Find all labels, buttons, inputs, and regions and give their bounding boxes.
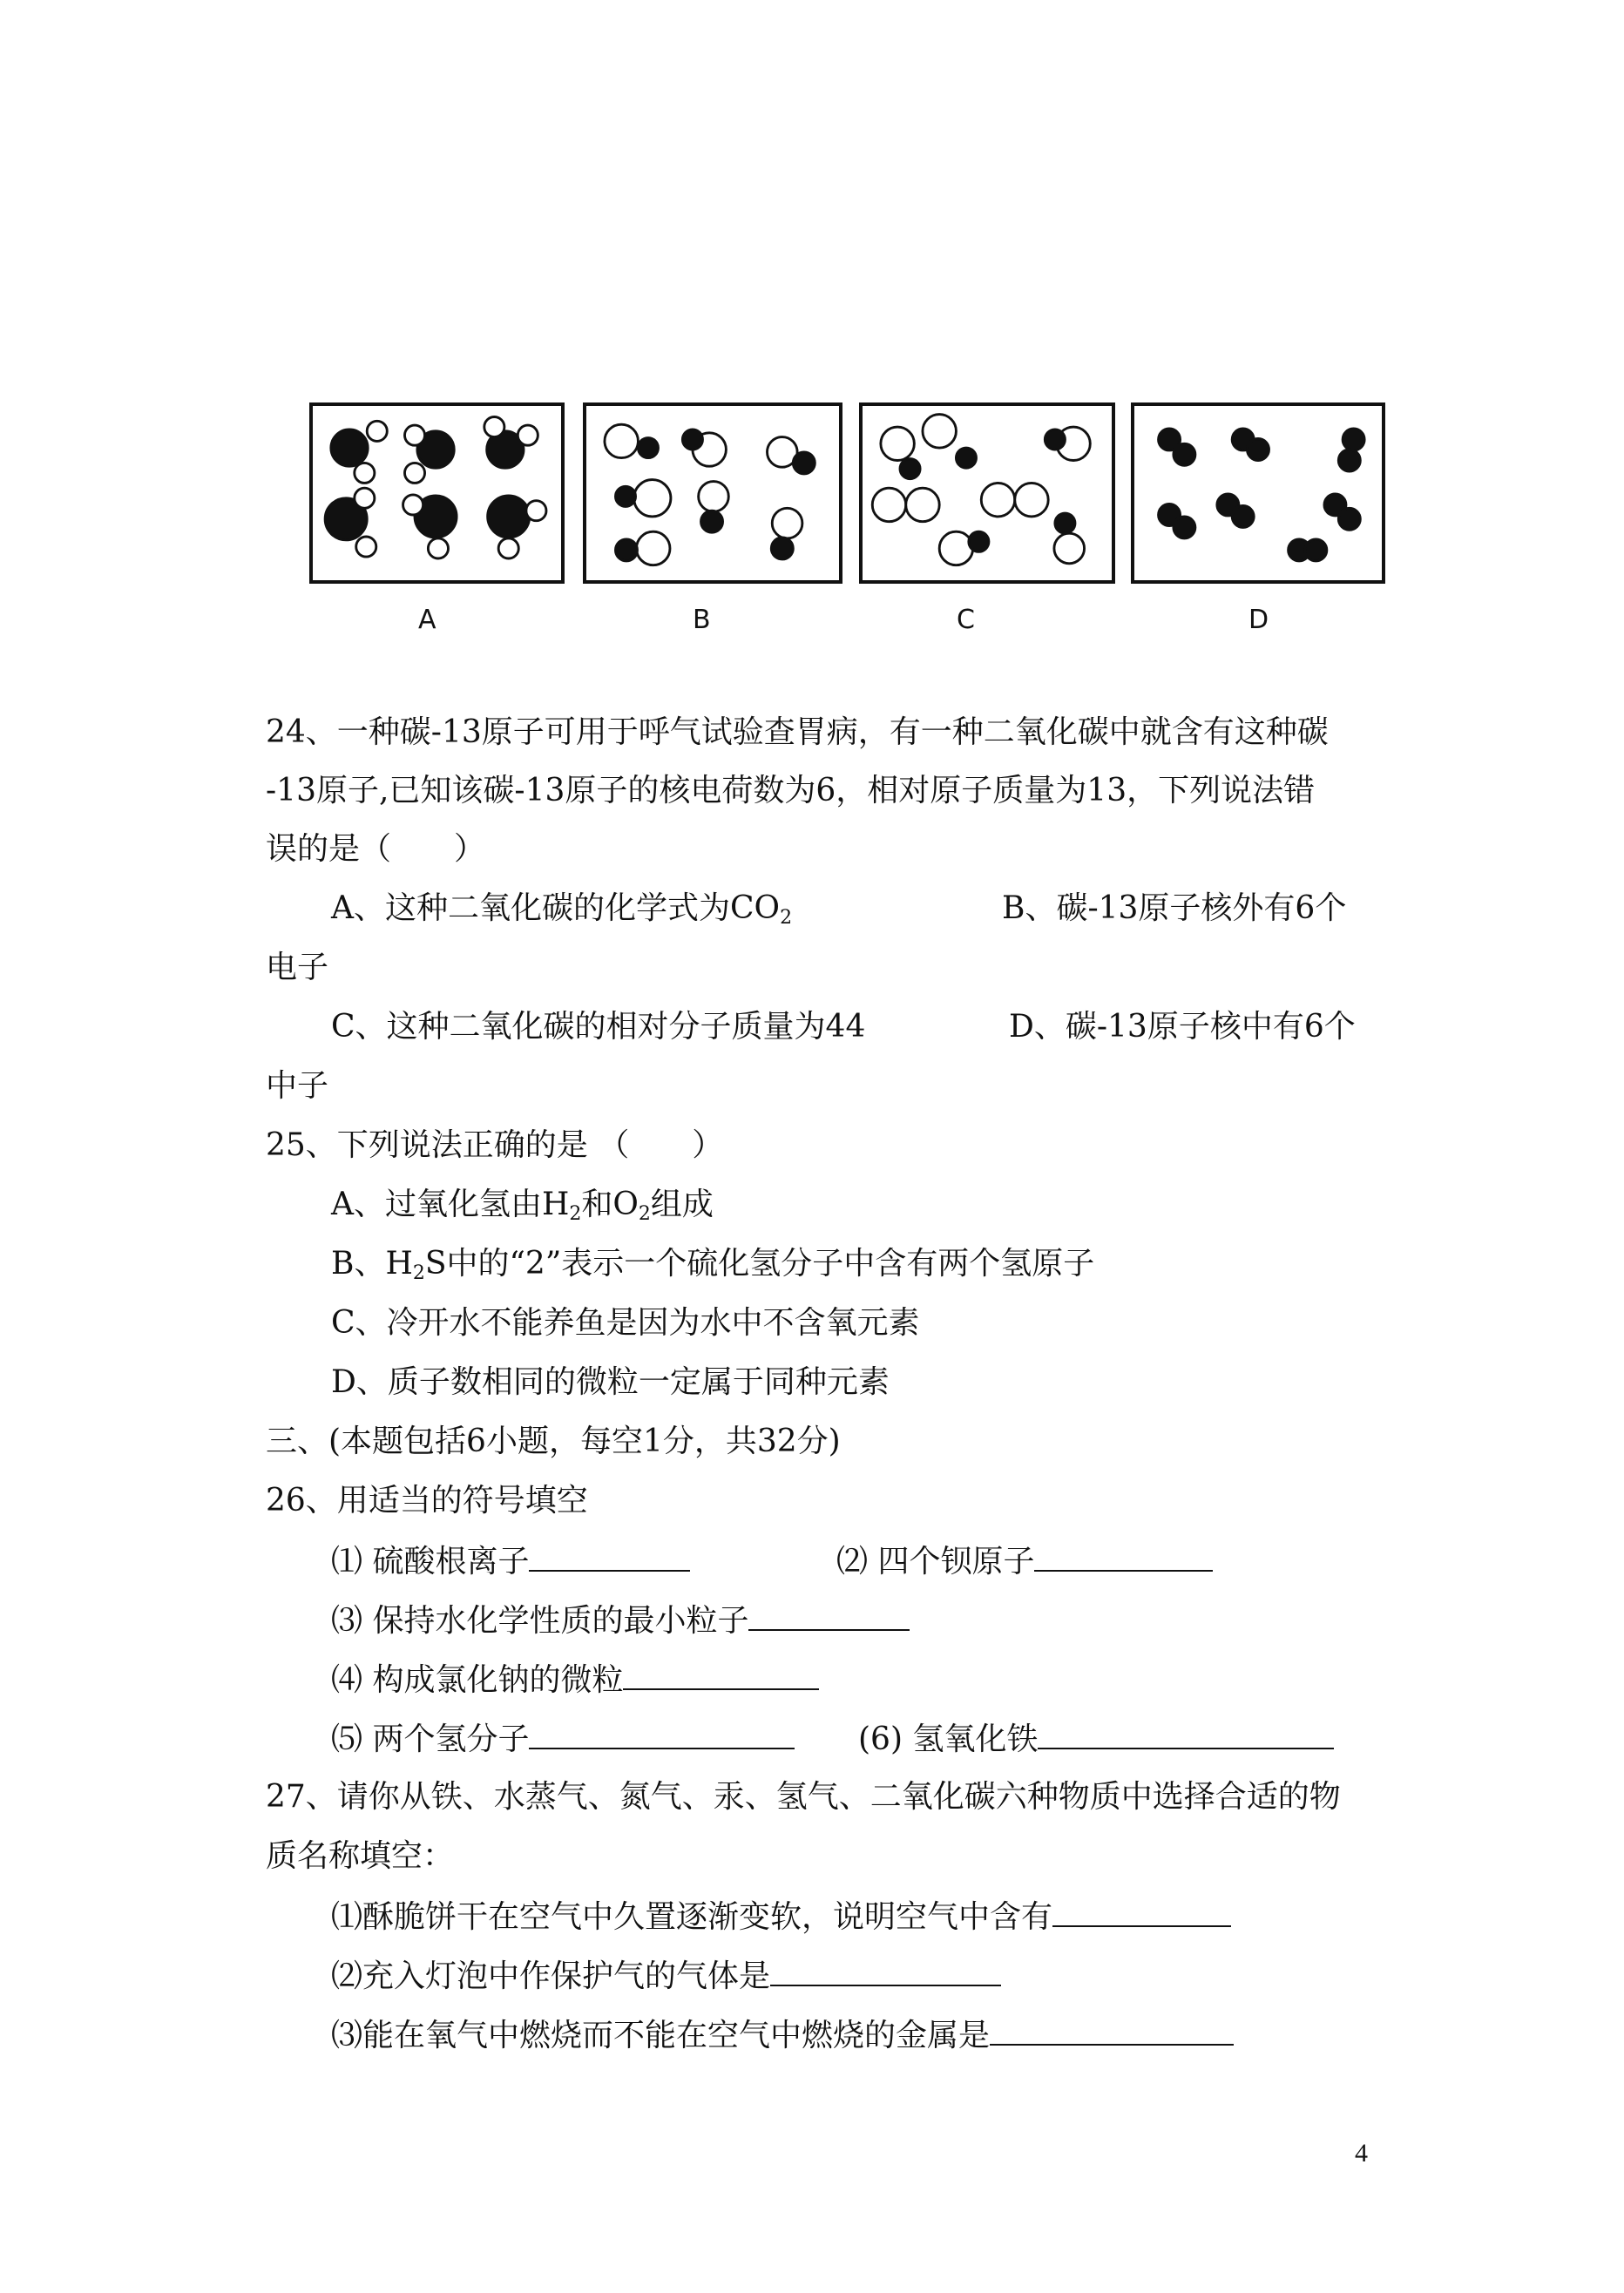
panel-a (309, 402, 565, 584)
q25-option-b-pre: B、H (331, 1246, 413, 1282)
q24-stem-line2: -13原子,已知该碳-13原子的核电荷数为6，相对原子质量为13，下列说法错 (266, 773, 1316, 808)
q26-item-4-label: ⑷ 构成氯化钠的微粒 (331, 1662, 624, 1698)
q27-item-1-label: ⑴酥脆饼干在空气中久置逐渐变软，说明空气中含有 (331, 1899, 1053, 1935)
q26-item-5 (331, 1718, 795, 1761)
panel-b-drawing (586, 406, 839, 580)
q24-option-a (331, 889, 792, 930)
q26-item-3 (331, 1600, 910, 1642)
q27-item-1 (331, 1896, 1231, 1938)
panel-b (583, 402, 842, 584)
q27-item-2-label: ⑵充入灯泡中作保护气的气体是 (331, 1958, 771, 1994)
q24-stem-line1: 24、一种碳-13原子可用于呼气试验查胃病，有一种二氧化碳中就含有这种碳 (266, 714, 1329, 750)
q26-item-4 (331, 1659, 819, 1701)
panel-a-drawing (313, 406, 561, 580)
q25-option-b (331, 1244, 1094, 1285)
q26-item-6-label: (6) 氢氧化铁 (858, 1721, 1039, 1757)
q25-stem: 25、下列说法正确的是 （ ） (266, 1127, 724, 1163)
panel-label-d: D (1248, 605, 1269, 635)
molecule-figure (309, 402, 1385, 646)
q26-item-6-blank[interactable] (1038, 1718, 1334, 1749)
panel-c (859, 402, 1115, 584)
q24-stem-line3: 误的是（ ） (266, 831, 486, 867)
panel-d (1131, 402, 1385, 584)
q24-option-a-sub: 2 (780, 907, 793, 929)
q26-item-2 (836, 1540, 1213, 1583)
q24-option-a-text: A、这种二氧化碳的化学式为CO (331, 890, 781, 926)
q27-stem-line1: 27、请你从铁、水蒸气、氮气、汞、氢气、二氧化碳六种物质中选择合适的物 (266, 1779, 1341, 1815)
panel-c-drawing (863, 406, 1112, 580)
q27-item-3-blank[interactable] (990, 2014, 1234, 2046)
page-number: 4 (1355, 2139, 1368, 2168)
q26-item-1-blank[interactable] (529, 1540, 690, 1572)
q26-stem: 26、用适当的符号填空 (266, 1483, 588, 1519)
q24-option-d: D、碳-13原子核中有6个 (1009, 1009, 1356, 1045)
q26-item-6 (858, 1718, 1334, 1761)
panel-label-b: B (693, 605, 711, 635)
q25-option-a-pre: A、过氧化氢由H (331, 1187, 570, 1222)
q26-item-1 (331, 1540, 690, 1583)
q27-item-2 (331, 1955, 1001, 1998)
panel-label-c: C (957, 605, 975, 635)
q25-option-a (331, 1185, 714, 1226)
q27-item-3 (331, 2014, 1234, 2057)
q24-option-b-cont: 电子 (266, 950, 329, 985)
panel-label-a: A (418, 605, 436, 635)
q26-item-2-label: ⑵ 四个钡原子 (836, 1544, 1035, 1579)
q25-option-a-post: 组成 (650, 1187, 714, 1222)
q27-stem-line2: 质名称填空： (266, 1838, 455, 1874)
q24-option-c: C、这种二氧化碳的相对分子质量为44 (331, 1009, 866, 1045)
q27-item-1-blank[interactable] (1052, 1896, 1231, 1927)
panel-d-drawing (1134, 406, 1382, 580)
q26-item-5-blank[interactable] (529, 1718, 795, 1749)
section-three-header: 三、(本题包括6小题，每空1分，共32分) (266, 1424, 841, 1459)
q25-option-a-mid: 和O (581, 1187, 639, 1222)
q25-option-b-post: S中的“2”表示一个硫化氢分子中含有两个氢原子 (424, 1246, 1095, 1282)
q27-item-3-label: ⑶能在氧气中燃烧而不能在空气中燃烧的金属是 (331, 2018, 991, 2053)
q26-item-3-blank[interactable] (748, 1600, 910, 1631)
q27-item-2-blank[interactable] (770, 1955, 1001, 1986)
q26-item-3-label: ⑶ 保持水化学性质的最小粒子 (331, 1603, 749, 1639)
q24-option-b: B、碳-13原子核外有6个 (1002, 890, 1347, 926)
q26-item-5-label: ⑸ 两个氢分子 (331, 1721, 530, 1757)
q25-option-a-sub2: 2 (638, 1203, 651, 1225)
q26-item-1-label: ⑴ 硫酸根离子 (331, 1544, 530, 1579)
q25-option-a-sub1: 2 (569, 1203, 582, 1225)
q25-option-d: D、质子数相同的微粒一定属于同种元素 (331, 1364, 890, 1400)
q26-item-2-blank[interactable] (1034, 1540, 1213, 1572)
q25-option-c: C、冷开水不能养鱼是因为水中不含氧元素 (331, 1305, 920, 1341)
q24-option-d-cont: 中子 (266, 1068, 329, 1104)
q25-option-b-sub: 2 (412, 1262, 425, 1284)
q26-item-4-blank[interactable] (623, 1659, 819, 1690)
